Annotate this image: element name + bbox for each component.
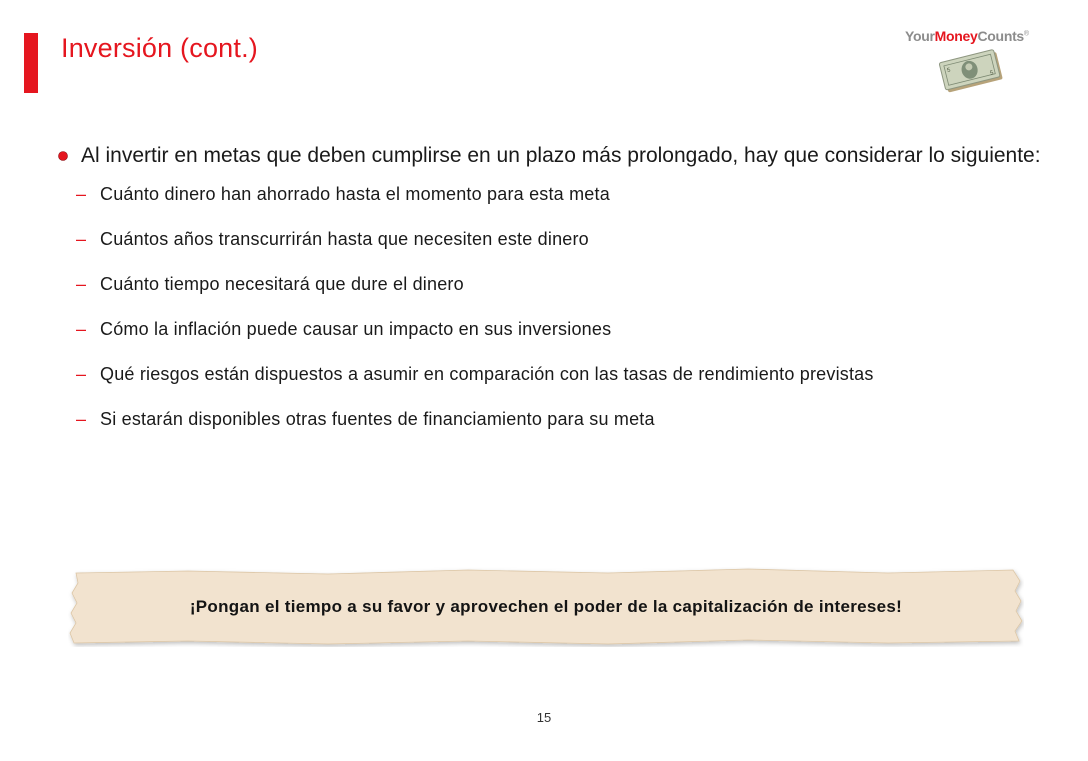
list-item-text: Cuánto dinero han ahorrado hasta el momento para esta meta bbox=[100, 184, 610, 204]
subitem-list bbox=[76, 181, 1047, 432]
callout-text: ¡Pongan el tiempo a su favor y aprovechen el poder de la capitalización de intereses! bbox=[189, 597, 903, 616]
dash-marker: – bbox=[76, 409, 87, 429]
list-item bbox=[76, 271, 1047, 297]
list-item-text: Cómo la inflación puede causar un impacto en sus inversiones bbox=[100, 319, 612, 339]
dash-marker: – bbox=[76, 274, 87, 294]
list-item-text: Si estarán disponibles otras fuentes de financiamiento para su meta bbox=[100, 409, 655, 429]
bullet-dot-icon bbox=[57, 150, 69, 162]
dash-marker: – bbox=[76, 184, 87, 204]
list-item-text: Qué riesgos están dispuestos a asumir en comparación con las tasas de rendimiento previstas bbox=[100, 364, 874, 384]
list-item bbox=[76, 316, 1047, 342]
slide-title: Inversión (cont.) bbox=[61, 33, 258, 63]
list-item-text: Cuántos años transcurrirán hasta que necesiten este dinero bbox=[100, 229, 589, 249]
svg-text:5: 5 bbox=[946, 67, 952, 75]
accent-bar bbox=[24, 33, 38, 93]
list-item bbox=[76, 181, 1047, 207]
list-item bbox=[76, 361, 1047, 387]
dash-marker: – bbox=[76, 364, 87, 384]
list-item-text: Cuánto tiempo necesitará que dure el dinero bbox=[100, 274, 464, 294]
page-number: 15 bbox=[536, 710, 552, 725]
svg-text:5: 5 bbox=[989, 70, 995, 77]
list-item bbox=[76, 406, 1047, 432]
callout-banner bbox=[68, 567, 1024, 647]
list-item bbox=[76, 226, 1047, 252]
logo-wordmark: YourMoneyCounts® bbox=[905, 28, 1029, 44]
dash-marker: – bbox=[76, 229, 87, 249]
brand-logo bbox=[905, 28, 1045, 98]
slide-body bbox=[57, 140, 1047, 451]
main-bullet bbox=[57, 140, 1047, 172]
main-bullet-text: Al invertir en metas que deben cumplirse en un plazo más prolongado, hay que considerar lo siguiente: bbox=[81, 144, 1041, 167]
money-bills-icon bbox=[938, 46, 1008, 96]
dash-marker: – bbox=[76, 319, 87, 339]
